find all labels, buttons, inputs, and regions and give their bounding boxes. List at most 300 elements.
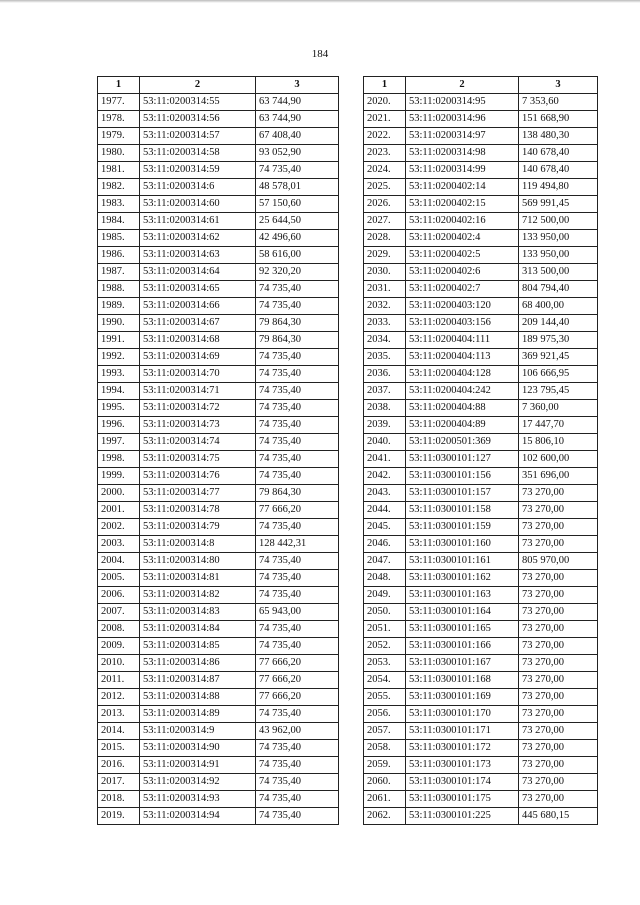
table-row	[364, 774, 598, 791]
row-number: 1990.	[98, 315, 140, 332]
cadastral-number: 53:11:0200403:120	[406, 298, 519, 315]
cadastral-value: 73 270,00	[519, 723, 598, 740]
row-number: 1984.	[98, 213, 140, 230]
cadastral-number: 53:11:0200314:64	[140, 264, 256, 281]
table-row	[364, 451, 598, 468]
cadastral-number: 53:11:0200314:76	[140, 468, 256, 485]
row-number: 1994.	[98, 383, 140, 400]
table-row	[364, 740, 598, 757]
row-number: 2050.	[364, 604, 406, 621]
cadastral-value: 73 270,00	[519, 621, 598, 638]
row-number: 2041.	[364, 451, 406, 468]
cadastral-value: 74 735,40	[256, 740, 339, 757]
cadastral-number: 53:11:0300101:157	[406, 485, 519, 502]
cadastral-value: 25 644,50	[256, 213, 339, 230]
table-row	[98, 196, 339, 213]
cadastral-value: 74 735,40	[256, 808, 339, 825]
column-header-number: 1	[98, 77, 140, 94]
row-number: 2055.	[364, 689, 406, 706]
cadastral-value: 313 500,00	[519, 264, 598, 281]
cadastral-value: 15 806,10	[519, 434, 598, 451]
table-row	[98, 213, 339, 230]
row-number: 2022.	[364, 128, 406, 145]
row-number: 2051.	[364, 621, 406, 638]
row-number: 1997.	[98, 434, 140, 451]
table-row	[364, 196, 598, 213]
row-number: 1985.	[98, 230, 140, 247]
cadastral-value: 74 735,40	[256, 281, 339, 298]
table-row	[364, 162, 598, 179]
cadastral-value: 43 962,00	[256, 723, 339, 740]
column-header-number: 1	[364, 77, 406, 94]
cadastral-value: 58 616,00	[256, 247, 339, 264]
row-number: 2018.	[98, 791, 140, 808]
row-number: 2036.	[364, 366, 406, 383]
row-number: 2003.	[98, 536, 140, 553]
table-row	[364, 468, 598, 485]
table-row	[98, 536, 339, 553]
cadastral-value: 74 735,40	[256, 587, 339, 604]
cadastral-number: 53:11:0300101:170	[406, 706, 519, 723]
cadastral-number: 53:11:0300101:172	[406, 740, 519, 757]
table-row	[364, 672, 598, 689]
cadastral-value: 74 735,40	[256, 553, 339, 570]
column-header-cadastral: 2	[406, 77, 519, 94]
cadastral-number: 53:11:0200314:83	[140, 604, 256, 621]
cadastral-value: 48 578,01	[256, 179, 339, 196]
cadastral-value: 74 735,40	[256, 383, 339, 400]
row-number: 1992.	[98, 349, 140, 366]
cadastral-value: 63 744,90	[256, 111, 339, 128]
row-number: 2049.	[364, 587, 406, 604]
cadastral-number: 53:11:0200404:242	[406, 383, 519, 400]
cadastral-value: 57 150,60	[256, 196, 339, 213]
page-number: 184	[311, 48, 329, 60]
table-row	[364, 808, 598, 825]
cadastral-number: 53:11:0200314:69	[140, 349, 256, 366]
row-number: 2025.	[364, 179, 406, 196]
cadastral-value: 7 353,60	[519, 94, 598, 111]
row-number: 2060.	[364, 774, 406, 791]
cadastral-number: 53:11:0200314:92	[140, 774, 256, 791]
cadastral-value: 74 735,40	[256, 349, 339, 366]
cadastral-number: 53:11:0200314:84	[140, 621, 256, 638]
table-row	[98, 128, 339, 145]
row-number: 2059.	[364, 757, 406, 774]
row-number: 2035.	[364, 349, 406, 366]
cadastral-number: 53:11:0300101:161	[406, 553, 519, 570]
table-row	[364, 587, 598, 604]
row-number: 2032.	[364, 298, 406, 315]
row-number: 2023.	[364, 145, 406, 162]
table-row	[364, 502, 598, 519]
table-row	[98, 638, 339, 655]
row-number: 1991.	[98, 332, 140, 349]
cadastral-value: 73 270,00	[519, 757, 598, 774]
row-number: 2020.	[364, 94, 406, 111]
row-number: 1998.	[98, 451, 140, 468]
table-row	[364, 638, 598, 655]
cadastral-number: 53:11:0200314:97	[406, 128, 519, 145]
table-row	[98, 740, 339, 757]
row-number: 2001.	[98, 502, 140, 519]
row-number: 1980.	[98, 145, 140, 162]
table-row	[364, 536, 598, 553]
row-number: 2026.	[364, 196, 406, 213]
cadastral-value: 119 494,80	[519, 179, 598, 196]
table-row	[98, 791, 339, 808]
cadastral-number: 53:11:0200314:56	[140, 111, 256, 128]
cadastral-number: 53:11:0300101:175	[406, 791, 519, 808]
row-number: 2046.	[364, 536, 406, 553]
cadastral-value: 140 678,40	[519, 162, 598, 179]
cadastral-number: 53:11:0200314:60	[140, 196, 256, 213]
row-number: 2056.	[364, 706, 406, 723]
row-number: 1979.	[98, 128, 140, 145]
cadastral-number: 53:11:0300101:167	[406, 655, 519, 672]
table-row	[98, 417, 339, 434]
cadastral-number: 53:11:0200314:79	[140, 519, 256, 536]
row-number: 2009.	[98, 638, 140, 655]
table-row	[98, 621, 339, 638]
cadastral-number: 53:11:0200314:94	[140, 808, 256, 825]
cadastral-value: 73 270,00	[519, 689, 598, 706]
cadastral-number: 53:11:0200314:89	[140, 706, 256, 723]
row-number: 1982.	[98, 179, 140, 196]
cadastral-value: 445 680,15	[519, 808, 598, 825]
cadastral-number: 53:11:0300101:163	[406, 587, 519, 604]
table-row	[98, 400, 339, 417]
cadastral-number: 53:11:0300101:173	[406, 757, 519, 774]
cadastral-number: 53:11:0200314:96	[406, 111, 519, 128]
cadastral-number: 53:11:0200402:4	[406, 230, 519, 247]
cadastral-number: 53:11:0200314:55	[140, 94, 256, 111]
table-row	[98, 587, 339, 604]
table-row	[98, 485, 339, 502]
row-number: 2029.	[364, 247, 406, 264]
column-header-value: 3	[256, 77, 339, 94]
cadastral-value: 106 666,95	[519, 366, 598, 383]
cadastral-number: 53:11:0200404:113	[406, 349, 519, 366]
table-row	[98, 315, 339, 332]
row-number: 2062.	[364, 808, 406, 825]
table-row	[364, 349, 598, 366]
row-number: 2044.	[364, 502, 406, 519]
cadastral-value: 73 270,00	[519, 604, 598, 621]
cadastral-value: 67 408,40	[256, 128, 339, 145]
cadastral-number: 53:11:0200402:16	[406, 213, 519, 230]
cadastral-number: 53:11:0200314:87	[140, 672, 256, 689]
cadastral-number: 53:11:0200402:14	[406, 179, 519, 196]
row-number: 2034.	[364, 332, 406, 349]
row-number: 2027.	[364, 213, 406, 230]
cadastral-number: 53:11:0200314:77	[140, 485, 256, 502]
cadastral-value: 73 270,00	[519, 672, 598, 689]
cadastral-value: 74 735,40	[256, 434, 339, 451]
cadastral-value: 133 950,00	[519, 230, 598, 247]
cadastral-number: 53:11:0200314:67	[140, 315, 256, 332]
cadastral-number: 53:11:0200314:82	[140, 587, 256, 604]
table-row	[364, 519, 598, 536]
cadastral-value: 74 735,40	[256, 774, 339, 791]
cadastral-table-right	[363, 76, 598, 825]
cadastral-value: 74 735,40	[256, 400, 339, 417]
cadastral-value: 351 696,00	[519, 468, 598, 485]
cadastral-value: 79 864,30	[256, 485, 339, 502]
cadastral-value: 93 052,90	[256, 145, 339, 162]
table-row	[98, 655, 339, 672]
cadastral-value: 74 735,40	[256, 757, 339, 774]
table-row	[364, 655, 598, 672]
cadastral-number: 53:11:0200402:15	[406, 196, 519, 213]
column-header-value: 3	[519, 77, 598, 94]
row-number: 2045.	[364, 519, 406, 536]
scan-top-edge	[0, 0, 640, 3]
row-number: 2054.	[364, 672, 406, 689]
cadastral-number: 53:11:0200314:59	[140, 162, 256, 179]
cadastral-value: 74 735,40	[256, 366, 339, 383]
cadastral-value: 151 668,90	[519, 111, 598, 128]
table-row	[98, 281, 339, 298]
table-row	[364, 621, 598, 638]
row-number: 2006.	[98, 587, 140, 604]
cadastral-number: 53:11:0200314:61	[140, 213, 256, 230]
row-number: 2008.	[98, 621, 140, 638]
table-row	[98, 111, 339, 128]
table-row	[98, 230, 339, 247]
cadastral-value: 140 678,40	[519, 145, 598, 162]
cadastral-value: 74 735,40	[256, 621, 339, 638]
cadastral-number: 53:11:0200314:8	[140, 536, 256, 553]
table-row	[364, 213, 598, 230]
table-row	[98, 689, 339, 706]
row-number: 2028.	[364, 230, 406, 247]
cadastral-number: 53:11:0300101:165	[406, 621, 519, 638]
column-header-cadastral: 2	[140, 77, 256, 94]
row-number: 2004.	[98, 553, 140, 570]
cadastral-number: 53:11:0200314:86	[140, 655, 256, 672]
cadastral-number: 53:11:0200402:5	[406, 247, 519, 264]
row-number: 1987.	[98, 264, 140, 281]
cadastral-number: 53:11:0200314:90	[140, 740, 256, 757]
row-number: 2039.	[364, 417, 406, 434]
cadastral-number: 53:11:0300101:174	[406, 774, 519, 791]
row-number: 2058.	[364, 740, 406, 757]
cadastral-value: 73 270,00	[519, 706, 598, 723]
table-row	[364, 298, 598, 315]
row-number: 1986.	[98, 247, 140, 264]
row-number: 2002.	[98, 519, 140, 536]
cadastral-value: 77 666,20	[256, 672, 339, 689]
cadastral-value: 79 864,30	[256, 332, 339, 349]
cadastral-value: 68 400,00	[519, 298, 598, 315]
table-row	[98, 94, 339, 111]
cadastral-number: 53:11:0200314:98	[406, 145, 519, 162]
table-row	[98, 757, 339, 774]
cadastral-number: 53:11:0200501:369	[406, 434, 519, 451]
cadastral-number: 53:11:0200314:80	[140, 553, 256, 570]
row-number: 2040.	[364, 434, 406, 451]
cadastral-value: 77 666,20	[256, 655, 339, 672]
table-row	[364, 757, 598, 774]
cadastral-value: 128 442,31	[256, 536, 339, 553]
cadastral-number: 53:11:0200404:111	[406, 332, 519, 349]
cadastral-number: 53:11:0200404:128	[406, 366, 519, 383]
cadastral-value: 73 270,00	[519, 502, 598, 519]
table-row	[364, 723, 598, 740]
table-row	[98, 162, 339, 179]
cadastral-number: 53:11:0200314:93	[140, 791, 256, 808]
table-row	[98, 434, 339, 451]
table-row	[364, 706, 598, 723]
cadastral-number: 53:11:0200402:7	[406, 281, 519, 298]
table-row	[98, 264, 339, 281]
cadastral-number: 53:11:0200403:156	[406, 315, 519, 332]
cadastral-number: 53:11:0200314:75	[140, 451, 256, 468]
cadastral-value: 73 270,00	[519, 485, 598, 502]
row-number: 2007.	[98, 604, 140, 621]
cadastral-value: 712 500,00	[519, 213, 598, 230]
table-row	[364, 553, 598, 570]
cadastral-value: 7 360,00	[519, 400, 598, 417]
cadastral-number: 53:11:0200314:71	[140, 383, 256, 400]
table-row	[364, 179, 598, 196]
cadastral-number: 53:11:0200402:6	[406, 264, 519, 281]
cadastral-value: 74 735,40	[256, 791, 339, 808]
table-row	[364, 281, 598, 298]
row-number: 2057.	[364, 723, 406, 740]
row-number: 2042.	[364, 468, 406, 485]
table-header-row	[364, 77, 598, 94]
row-number: 2033.	[364, 315, 406, 332]
table-row	[364, 332, 598, 349]
cadastral-number: 53:11:0300101:168	[406, 672, 519, 689]
row-number: 2013.	[98, 706, 140, 723]
cadastral-value: 17 447,70	[519, 417, 598, 434]
table-row	[364, 315, 598, 332]
cadastral-value: 92 320,20	[256, 264, 339, 281]
cadastral-number: 53:11:0300101:162	[406, 570, 519, 587]
cadastral-number: 53:11:0200314:72	[140, 400, 256, 417]
row-number: 2024.	[364, 162, 406, 179]
table-row	[364, 383, 598, 400]
row-number: 1977.	[98, 94, 140, 111]
cadastral-value: 73 270,00	[519, 655, 598, 672]
cadastral-number: 53:11:0200314:9	[140, 723, 256, 740]
table-row	[98, 451, 339, 468]
row-number: 2017.	[98, 774, 140, 791]
cadastral-number: 53:11:0200314:66	[140, 298, 256, 315]
cadastral-number: 53:11:0200314:85	[140, 638, 256, 655]
cadastral-number: 53:11:0300101:159	[406, 519, 519, 536]
cadastral-number: 53:11:0200314:70	[140, 366, 256, 383]
cadastral-value: 74 735,40	[256, 638, 339, 655]
cadastral-value: 73 270,00	[519, 519, 598, 536]
table-row	[98, 502, 339, 519]
cadastral-number: 53:11:0200404:89	[406, 417, 519, 434]
cadastral-number: 53:11:0300101:225	[406, 808, 519, 825]
cadastral-value: 74 735,40	[256, 162, 339, 179]
cadastral-number: 53:11:0300101:127	[406, 451, 519, 468]
cadastral-value: 73 270,00	[519, 536, 598, 553]
cadastral-number: 53:11:0200314:63	[140, 247, 256, 264]
cadastral-number: 53:11:0200314:74	[140, 434, 256, 451]
row-number: 1999.	[98, 468, 140, 485]
table-row	[364, 145, 598, 162]
table-row	[364, 485, 598, 502]
row-number: 2038.	[364, 400, 406, 417]
cadastral-table-left	[97, 76, 339, 825]
cadastral-value: 74 735,40	[256, 468, 339, 485]
row-number: 2010.	[98, 655, 140, 672]
cadastral-value: 209 144,40	[519, 315, 598, 332]
row-number: 2019.	[98, 808, 140, 825]
table-row	[98, 672, 339, 689]
table-row	[364, 128, 598, 145]
table-row	[364, 230, 598, 247]
row-number: 2031.	[364, 281, 406, 298]
table-row	[364, 689, 598, 706]
row-number: 2047.	[364, 553, 406, 570]
cadastral-number: 53:11:0200314:78	[140, 502, 256, 519]
cadastral-value: 74 735,40	[256, 298, 339, 315]
table-row	[98, 808, 339, 825]
cadastral-value: 138 480,30	[519, 128, 598, 145]
cadastral-number: 53:11:0200314:6	[140, 179, 256, 196]
cadastral-number: 53:11:0200314:95	[406, 94, 519, 111]
table-header-row	[98, 77, 339, 94]
table-row	[364, 247, 598, 264]
cadastral-value: 133 950,00	[519, 247, 598, 264]
cadastral-number: 53:11:0200314:91	[140, 757, 256, 774]
row-number: 2043.	[364, 485, 406, 502]
cadastral-value: 77 666,20	[256, 689, 339, 706]
row-number: 2012.	[98, 689, 140, 706]
table-row	[98, 706, 339, 723]
row-number: 2061.	[364, 791, 406, 808]
cadastral-value: 74 735,40	[256, 570, 339, 587]
cadastral-value: 189 975,30	[519, 332, 598, 349]
row-number: 1995.	[98, 400, 140, 417]
cadastral-value: 63 744,90	[256, 94, 339, 111]
cadastral-number: 53:11:0300101:156	[406, 468, 519, 485]
table-row	[98, 774, 339, 791]
table-row	[98, 349, 339, 366]
table-row	[98, 383, 339, 400]
cadastral-value: 65 943,00	[256, 604, 339, 621]
cadastral-value: 74 735,40	[256, 417, 339, 434]
table-body-right	[364, 94, 598, 825]
row-number: 1981.	[98, 162, 140, 179]
cadastral-number: 53:11:0200314:73	[140, 417, 256, 434]
row-number: 2053.	[364, 655, 406, 672]
cadastral-value: 369 921,45	[519, 349, 598, 366]
row-number: 1993.	[98, 366, 140, 383]
row-number: 1996.	[98, 417, 140, 434]
row-number: 2021.	[364, 111, 406, 128]
cadastral-number: 53:11:0300101:158	[406, 502, 519, 519]
row-number: 1989.	[98, 298, 140, 315]
cadastral-number: 53:11:0200314:58	[140, 145, 256, 162]
table-row	[98, 332, 339, 349]
table-row	[364, 366, 598, 383]
row-number: 2048.	[364, 570, 406, 587]
table-row	[364, 94, 598, 111]
cadastral-number: 53:11:0200314:88	[140, 689, 256, 706]
cadastral-value: 102 600,00	[519, 451, 598, 468]
row-number: 2030.	[364, 264, 406, 281]
table-row	[98, 145, 339, 162]
